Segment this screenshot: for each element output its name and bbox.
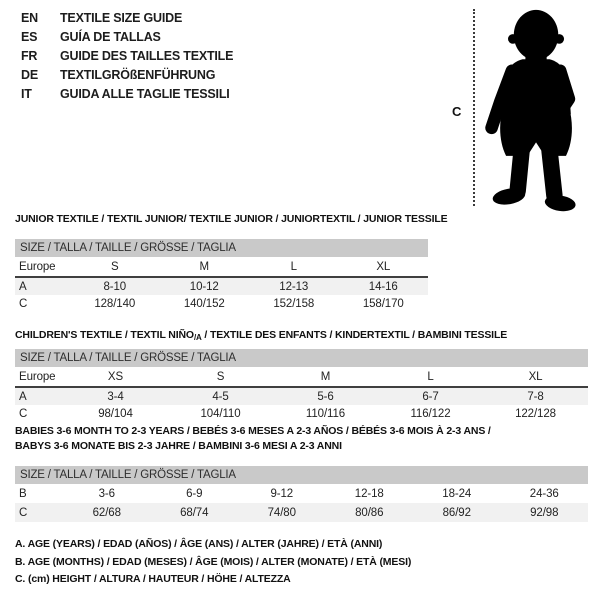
table-cell: 7-8 xyxy=(527,390,544,403)
table-cell: 4-5 xyxy=(212,390,229,403)
children-title-prefix: CHILDREN'S TEXTILE / TEXTIL NIÑO xyxy=(15,329,194,341)
row-label: B xyxy=(19,487,27,500)
table-cell: 158/170 xyxy=(362,297,404,310)
children-title-subscript: /A xyxy=(193,333,202,342)
table-cell: 14-16 xyxy=(368,280,398,293)
table-cell: 128/140 xyxy=(94,297,136,310)
row-label: C xyxy=(19,506,28,519)
table-cell: 9-12 xyxy=(270,487,294,500)
legend-line-b: B. AGE (MONTHS) / EDAD (MESES) / ÂGE (MOIS) / ALTER (MONATE) / ETÀ (MESI) xyxy=(15,555,412,568)
table-cell: 140/152 xyxy=(183,297,225,310)
babies-size-table xyxy=(15,466,588,522)
height-measure-line xyxy=(473,9,475,206)
table-row-europe xyxy=(15,257,428,278)
table-row-europe xyxy=(15,367,588,388)
baby-silhouette-icon xyxy=(479,5,595,212)
row-label: C xyxy=(19,407,28,420)
row-label: Europe xyxy=(19,260,56,273)
table-cell: 116/122 xyxy=(410,407,451,420)
language-row xyxy=(21,27,233,46)
junior-section-title: JUNIOR TEXTILE / TEXTIL JUNIOR/ TEXTILE JUNIOR / JUNIORTEXTIL / JUNIOR TESSILE xyxy=(15,213,448,225)
table-cell: 12-13 xyxy=(279,280,309,293)
size-header-bar: SIZE / TALLA / TAILLE / GRÖSSE / TAGLIA xyxy=(15,239,428,257)
babies-section-title xyxy=(15,424,491,454)
table-cell: 3-4 xyxy=(107,390,124,403)
language-title: TEXTILGRÖßENFÜHRUNG xyxy=(60,67,216,82)
language-code: ES xyxy=(21,29,38,44)
size-header-bar: SIZE / TALLA / TAILLE / GRÖSSE / TAGLIA xyxy=(15,349,588,367)
table-cell: S xyxy=(216,370,225,383)
table-cell: 152/158 xyxy=(273,297,315,310)
language-title-list xyxy=(21,8,233,103)
junior-size-table xyxy=(15,239,428,312)
language-row xyxy=(21,65,233,84)
language-code: EN xyxy=(21,10,38,25)
size-header-bar: SIZE / TALLA / TAILLE / GRÖSSE / TAGLIA xyxy=(15,466,588,484)
table-cell: M xyxy=(199,260,209,273)
row-label: A xyxy=(19,280,27,293)
language-row xyxy=(21,46,233,65)
table-cell: 92/98 xyxy=(530,506,559,519)
language-title: GUIDE DES TAILLES TEXTILE xyxy=(60,48,234,63)
babies-title-line2: BABYS 3-6 MONATE BIS 2-3 JAHRE / BAMBINI 3-6 MESI A 2-3 ANNI xyxy=(15,440,342,452)
language-code: DE xyxy=(21,67,38,82)
table-cell: XL xyxy=(376,260,391,273)
table-row-age xyxy=(15,278,428,295)
table-cell: 104/110 xyxy=(200,407,241,420)
table-row-age xyxy=(15,388,588,405)
table-row-months xyxy=(15,484,588,503)
table-cell: 98/104 xyxy=(98,407,133,420)
table-cell: 80/86 xyxy=(355,506,384,519)
table-row-height xyxy=(15,295,428,312)
children-section-title xyxy=(15,329,507,342)
table-cell: L xyxy=(427,370,434,383)
table-cell: 62/68 xyxy=(92,506,121,519)
children-size-table xyxy=(15,349,588,422)
table-cell: 10-12 xyxy=(189,280,219,293)
table-row-height xyxy=(15,405,588,422)
children-title-suffix: / TEXTILE DES ENFANTS / KINDERTEXTIL / BAMBINI TESSILE xyxy=(201,329,508,341)
table-cell: 110/116 xyxy=(305,407,346,420)
language-title: TEXTILE SIZE GUIDE xyxy=(60,10,183,25)
row-label: C xyxy=(19,297,28,310)
table-cell: 5-6 xyxy=(317,390,334,403)
table-cell: 24-36 xyxy=(529,487,559,500)
language-row xyxy=(21,8,233,27)
table-cell: 6-7 xyxy=(422,390,439,403)
language-code: FR xyxy=(21,48,38,63)
table-cell: 74/80 xyxy=(267,506,296,519)
legend-line-c: C. (cm) HEIGHT / ALTURA / HAUTEUR / HÖHE / ALTEZZA xyxy=(15,573,291,585)
babies-title-line1: BABIES 3-6 MONTH TO 2-3 YEARS / BEBÉS 3-6 MESES A 2-3 AÑOS / BÉBÉS 3-6 MOIS À 2-3 ANS / xyxy=(15,425,491,437)
language-title: GUIDA ALLE TAGLIE TESSILI xyxy=(60,86,230,101)
table-cell: 68/74 xyxy=(180,506,209,519)
language-row xyxy=(21,84,233,103)
height-measure-label: C xyxy=(452,104,462,119)
table-cell: 12-18 xyxy=(354,487,384,500)
table-cell: 122/128 xyxy=(515,407,556,420)
language-title: GUÍA DE TALLAS xyxy=(60,29,161,44)
table-cell: 6-9 xyxy=(186,487,203,500)
legend-line-a: A. AGE (YEARS) / EDAD (AÑOS) / ÂGE (ANS) / ALTER (JAHRE) / ETÀ (ANNI) xyxy=(15,538,383,550)
table-cell: M xyxy=(320,370,331,383)
table-cell: 18-24 xyxy=(442,487,472,500)
row-label: A xyxy=(19,390,27,403)
table-cell: XS xyxy=(107,370,124,383)
table-row-height xyxy=(15,503,588,522)
table-cell: L xyxy=(290,260,297,273)
table-cell: 3-6 xyxy=(98,487,115,500)
row-label: Europe xyxy=(19,370,56,383)
table-cell: 8-10 xyxy=(103,280,127,293)
language-code: IT xyxy=(21,86,32,101)
legend xyxy=(15,536,411,589)
table-cell: 86/92 xyxy=(442,506,471,519)
table-cell: XL xyxy=(528,370,543,383)
table-cell: S xyxy=(110,260,119,273)
